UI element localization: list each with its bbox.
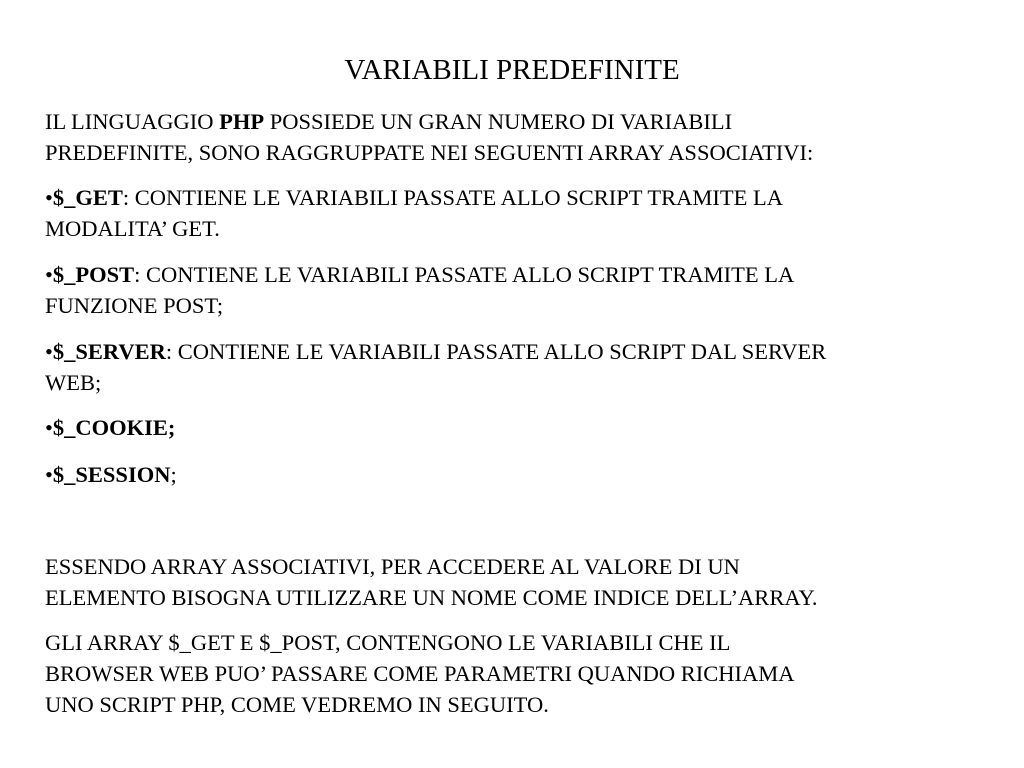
- bullet-session: [45, 459, 1005, 490]
- bullet-server-line-2: WEB;: [45, 370, 102, 395]
- bullet-post-line-2: FUNZIONE POST;: [45, 293, 224, 318]
- bullet-get: [45, 182, 1005, 244]
- bullet-marker: •: [45, 262, 53, 287]
- bullet-get-line-1: [45, 182, 1005, 213]
- bullet-marker: •: [45, 185, 53, 210]
- bullet-post: [45, 259, 1005, 321]
- bullet-post-name: $_POST: [52, 262, 135, 287]
- bullet-session-line-1: [45, 459, 1005, 490]
- get-post-line-2: BROWSER WEB PUO’ PASSARE COME PARAMETRI QUANDO RICHIAMA: [45, 661, 795, 686]
- bullet-session-text: ;: [170, 462, 177, 487]
- bullet-marker: •: [45, 339, 53, 364]
- bullet-post-text: : CONTIENE LE VARIABILI PASSATE ALLO SCRIPT TRAMITE LA: [134, 262, 795, 287]
- get-post-line-1: GLI ARRAY $_GET E $_POST, CONTENGONO LE VARIABILI CHE IL: [45, 630, 731, 655]
- intro-text-suffix: POSSIEDE UN GRAN NUMERO DI VARIABILI: [264, 109, 733, 134]
- get-post-paragraph: [45, 627, 1005, 720]
- assoc-line-2: ELEMENTO BISOGNA UTILIZZARE UN NOME COME INDICE DELL’ARRAY.: [45, 585, 818, 610]
- bullet-cookie-name: $_COOKIE;: [52, 415, 176, 440]
- get-post-line-3: UNO SCRIPT PHP, COME VEDREMO IN SEGUITO.: [45, 692, 549, 717]
- bullet-marker: •: [45, 415, 53, 440]
- bullet-cookie: [45, 412, 1005, 443]
- intro-line-1: [45, 106, 1005, 137]
- bullet-server-line-1: [45, 336, 1005, 367]
- intro-paragraph: [45, 106, 1005, 168]
- bullet-post-line-1: [45, 259, 1005, 290]
- bullet-get-text: : CONTIENE LE VARIABILI PASSATE ALLO SCRIPT TRAMITE LA: [122, 185, 783, 210]
- bullet-get-line-2: MODALITA’ GET.: [45, 216, 220, 241]
- intro-php-bold: PHP: [219, 109, 265, 134]
- bullet-server-text: : CONTIENE LE VARIABILI PASSATE ALLO SCRIPT DAL SERVER: [165, 339, 827, 364]
- bullet-session-name: $_SESSION: [52, 462, 171, 487]
- intro-text-prefix: IL LINGUAGGIO: [45, 109, 220, 134]
- bullet-cookie-line-1: [45, 412, 1005, 443]
- bullet-marker: •: [45, 462, 53, 487]
- assoc-line-1: ESSENDO ARRAY ASSOCIATIVI, PER ACCEDERE AL VALORE DI UN: [45, 554, 740, 579]
- intro-line-2: PREDEFINITE, SONO RAGGRUPPATE NEI SEGUENTI ARRAY ASSOCIATIVI:: [45, 140, 814, 165]
- slide-title: VARIABILI PREDEFINITE: [344, 54, 680, 86]
- bullet-server-name: $_SERVER: [52, 339, 166, 364]
- assoc-paragraph: [45, 551, 1005, 613]
- bullet-server: [45, 336, 1005, 398]
- bullet-get-name: $_GET: [52, 185, 123, 210]
